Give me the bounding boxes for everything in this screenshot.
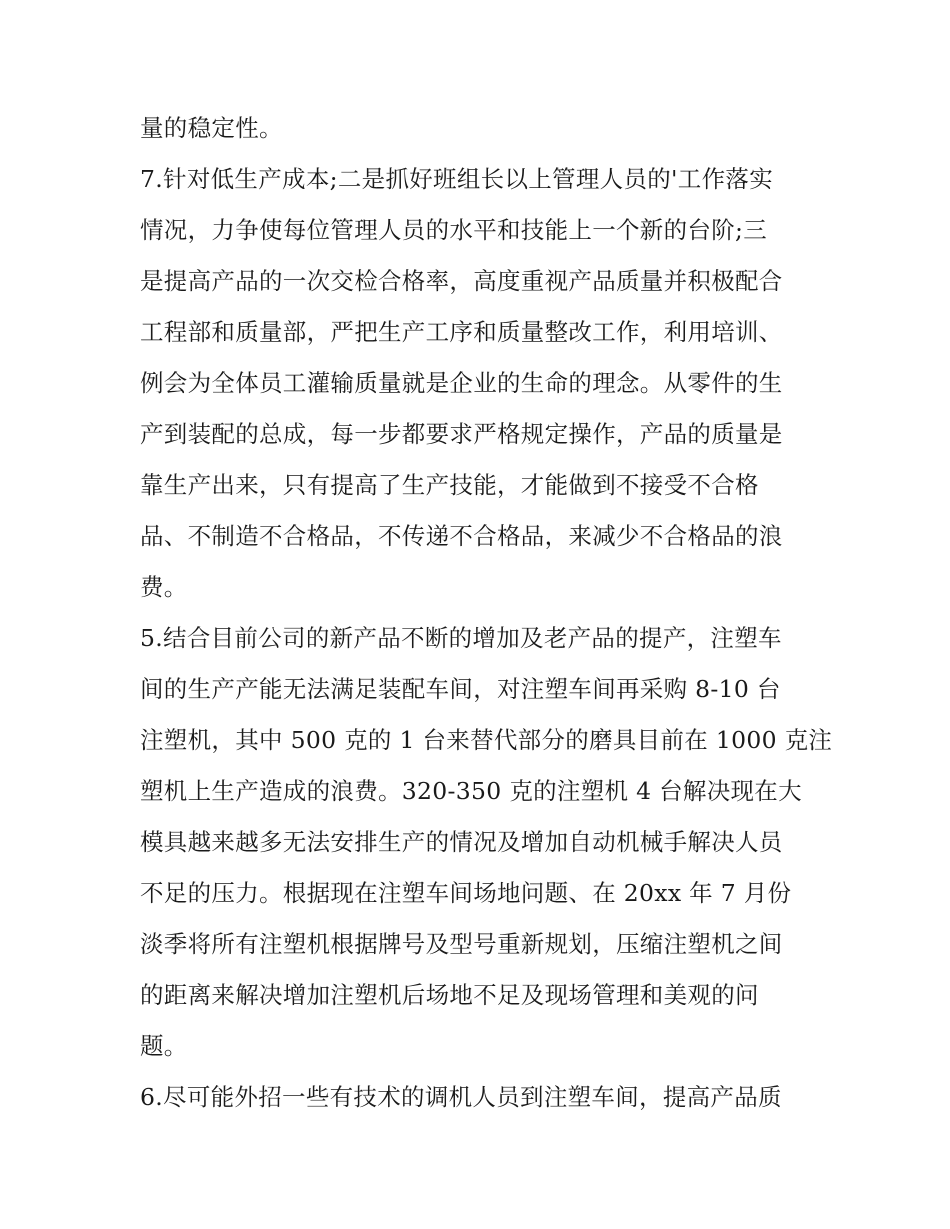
text-line: 量的稳定性。 — [140, 114, 283, 142]
text-line: 6.尽可能外招一些有技术的调机人员到注塑车间，提高产品质 — [140, 1083, 782, 1111]
text-line: 品、不制造不合格品，不传递不合格品，来减少不合格品的浪 — [140, 522, 783, 550]
text-line: 7.针对低生产成本;二是抓好班组长以上管理人员的'工作落实 — [140, 165, 773, 193]
body-text — [140, 103, 833, 1123]
text-line: 注塑机，其中 500 克的 1 台来替代部分的磨具目前在 1000 克注 — [140, 726, 833, 754]
text-line: 的距离来解决增加注塑机后场地不足及现场管理和美观的问 — [140, 981, 759, 1009]
text-line: 不足的压力。根据现在注塑车间场地问题、在 20xx 年 7 月份 — [140, 879, 792, 907]
text-line: 淡季将所有注塑机根据牌号及型号重新规划，压缩注塑机之间 — [140, 930, 783, 958]
text-line: 题。 — [140, 1032, 188, 1060]
text-line: 靠生产出来，只有提高了生产技能，才能做到不接受不合格 — [140, 471, 759, 499]
text-line: 间的生产产能无法满足装配车间，对注塑车间再采购 8-10 台 — [140, 675, 781, 703]
text-line: 是提高产品的一次交检合格率，高度重视产品质量并积极配合 — [140, 267, 783, 295]
text-line: 塑机上生产造成的浪费。320-350 克的注塑机 4 台解决现在大 — [140, 777, 802, 805]
text-line: 费。 — [140, 573, 188, 601]
text-line: 情况，力争使每位管理人员的水平和技能上一个新的台阶;三 — [140, 216, 768, 244]
text-line: 工程部和质量部，严把生产工序和质量整改工作，利用培训、 — [140, 318, 783, 346]
text-line: 产到装配的总成，每一步都要求严格规定操作，产品的质量是 — [140, 420, 783, 448]
text-line: 例会为全体员工灌输质量就是企业的生命的理念。从零件的生 — [140, 369, 783, 397]
text-line: 5.结合目前公司的新产品不断的增加及老产品的提产，注塑车 — [140, 624, 782, 652]
text-line: 模具越来越多无法安排生产的情况及增加自动机械手解决人员 — [140, 828, 783, 856]
